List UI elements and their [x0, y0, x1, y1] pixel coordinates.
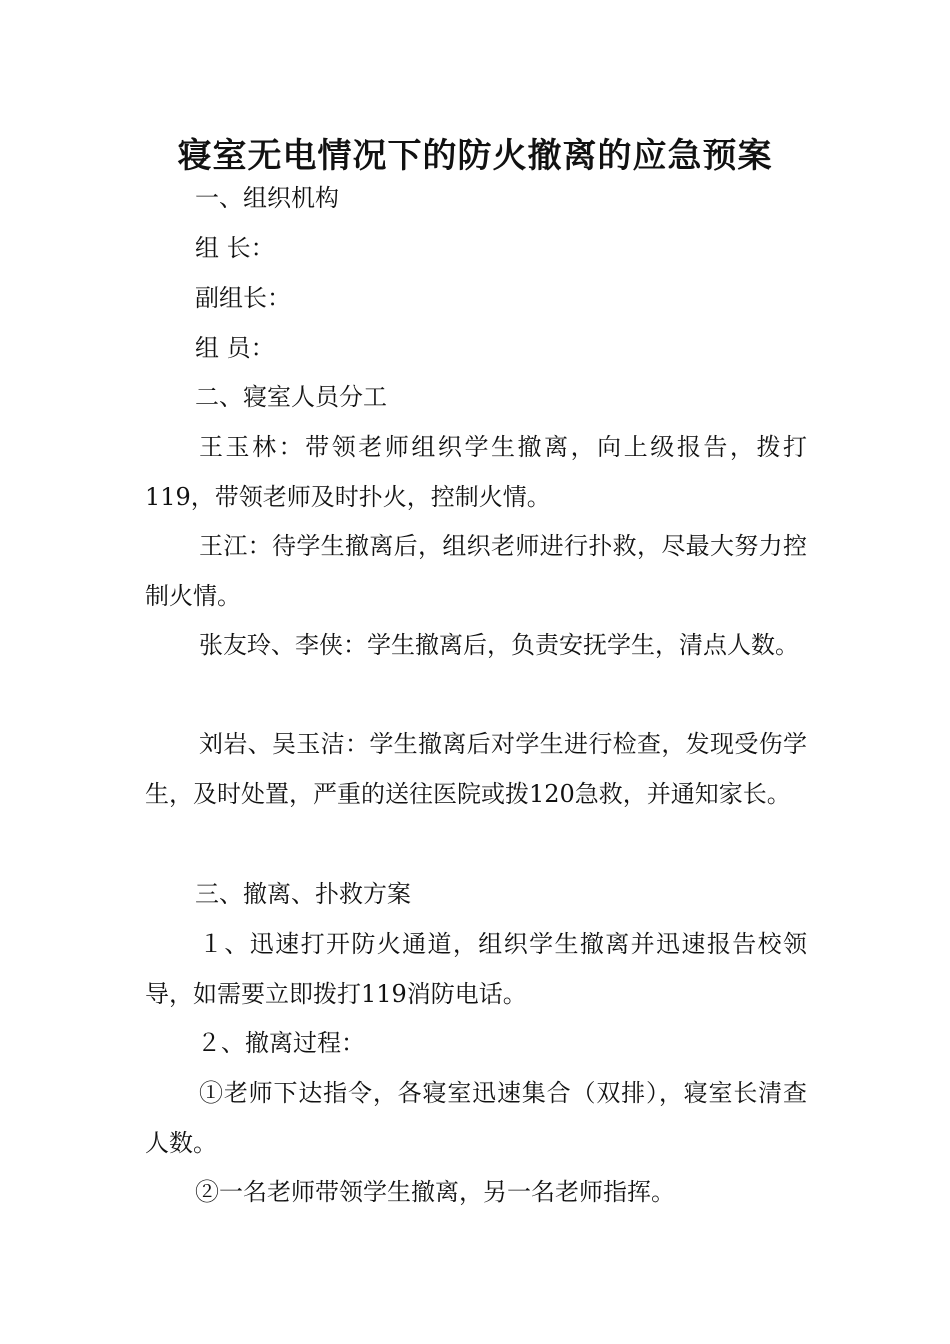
duty-paragraph: 刘岩、吴玉洁：学生撤离后对学生进行检查，发现受伤学生，及时处置，严重的送往医院或拨120急救，并通知家长。 [145, 730, 807, 808]
plan-step: ②一名老师带领学生撤离，另一名老师指挥。 [195, 1178, 675, 1206]
vice-leader-field: 副组长： [195, 284, 291, 312]
document-title: 寝室无电情况下的防火撤离的应急预案 [177, 136, 773, 176]
leader-field: 组 长： [195, 234, 275, 262]
plan-paragraph: １、迅速打开防火通道，组织学生撤离并迅速报告校领导，如需要立即拨打119消防电话。 [145, 930, 807, 1008]
section-heading-organization: 一、组织机构 [195, 184, 339, 212]
plan-paragraph: ２、撤离过程： [197, 1029, 365, 1057]
duty-paragraph: 王玉林：带领老师组织学生撤离，向上级报告，拨打119，带领老师及时扑火，控制火情。 [145, 433, 807, 511]
plan-step: ①老师下达指令，各寝室迅速集合（双排），寝室长清查人数。 [145, 1079, 807, 1157]
duty-paragraph: 张友玲、李侠：学生撤离后，负责安抚学生，清点人数。 [199, 631, 799, 659]
section-heading-plan: 三、撤离、扑救方案 [195, 880, 411, 908]
members-field: 组 员： [195, 334, 275, 362]
duty-paragraph: 王江：待学生撤离后，组织老师进行扑救，尽最大努力控制火情。 [145, 532, 807, 610]
section-heading-duties: 二、寝室人员分工 [195, 383, 387, 411]
